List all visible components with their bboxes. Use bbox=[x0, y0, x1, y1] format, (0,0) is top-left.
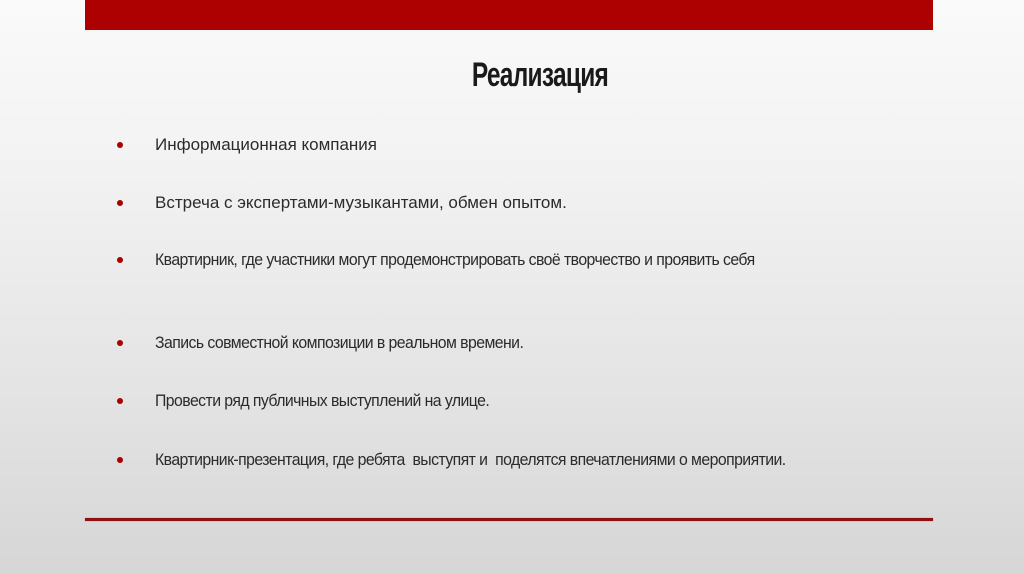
bullet-dot-icon bbox=[117, 142, 123, 148]
bullet-item bbox=[114, 248, 854, 272]
bullet-item bbox=[114, 389, 854, 413]
slide-title: Реализация bbox=[471, 56, 609, 94]
bullet-dot-icon bbox=[117, 398, 123, 404]
bullet-text: Встреча с экспертами-музыкантами, обмен опытом. bbox=[155, 193, 567, 212]
bullet-item bbox=[114, 191, 854, 215]
bullet-dot-icon bbox=[117, 200, 123, 206]
bullet-text: Запись совместной композиции в реальном времени. bbox=[155, 333, 524, 352]
bullet-text: Квартирник-презентация, где ребята выступят и поделятся впечатлениями о мероприятии. bbox=[155, 450, 786, 469]
bullet-dot-icon bbox=[117, 340, 123, 346]
bullet-item bbox=[114, 331, 854, 355]
bullet-item bbox=[114, 448, 854, 472]
bullet-item bbox=[114, 133, 854, 157]
bullet-text: Провести ряд публичных выступлений на улице. bbox=[155, 391, 490, 410]
bullet-dot-icon bbox=[117, 457, 123, 463]
bottom-divider bbox=[85, 518, 933, 521]
bullet-dot-icon bbox=[117, 257, 123, 263]
top-accent-bar bbox=[85, 0, 933, 30]
bullet-text: Информационная компания bbox=[155, 135, 378, 154]
bullet-text: Квартирник, где участники могут продемонстрировать своё творчество и проявить себя bbox=[155, 250, 755, 269]
